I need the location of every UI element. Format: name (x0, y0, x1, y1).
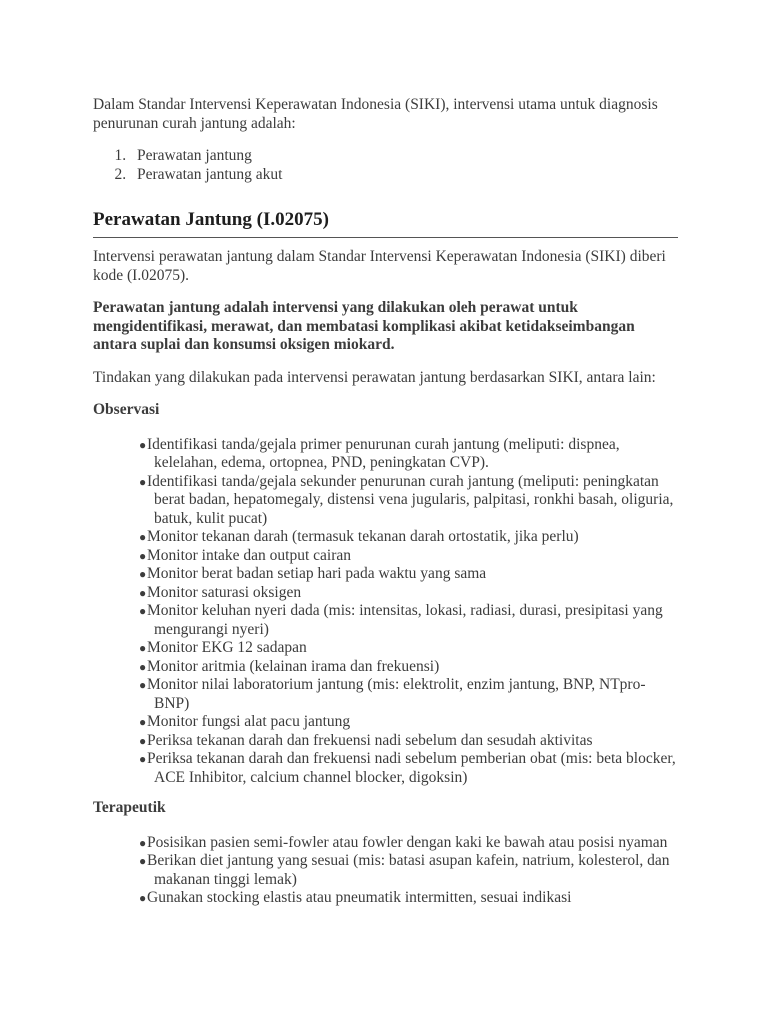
actions-paragraph: Tindakan yang dilakukan pada intervensi perawatan jantung berdasarkan SIKI, antara lain: (93, 368, 656, 386)
list-item: ●Periksa tekanan darah dan frekuensi nadi sebelum dan sesudah aktivitas (139, 731, 593, 749)
list-item: ●Monitor tekanan darah (termasuk tekanan darah ortostatik, jika perlu) (139, 528, 579, 545)
bullet-icon: ● (139, 604, 147, 618)
observasi-heading: Observasi (93, 401, 160, 418)
bullet-icon: ● (139, 548, 147, 563)
terapeutik-heading: Terapeutik (93, 799, 166, 816)
list-item: ●Identifikasi tanda/gejala primer penurunan curah jantung (meliputi: dispnea, kelelahan, edema, ortopnea, PND, peningkatan CVP). (139, 435, 620, 471)
list-item: ●Identifikasi tanda/gejala sekunder penurunan curah jantung (meliputi: peningkatan berat badan, hepatomegaly, distensi vena jugularis, palpitasi, ronkhi basah, oliguria, batuk, kulit pucat) (139, 472, 674, 527)
bullet-icon: ● (139, 474, 147, 489)
list-item: ●Posisikan pasien semi-fowler atau fowler dengan kaki ke bawah atau posisi nyaman (139, 833, 668, 851)
intro-paragraph: Dalam Standar Intervensi Keperawatan Indonesia (SIKI), intervensi utama untuk diagnosis penurunan curah jantung adalah: (93, 96, 658, 132)
bullet-icon: ● (139, 585, 147, 600)
bullet-icon: ● (139, 437, 147, 452)
bullet-icon: ● (139, 641, 147, 655)
bullet-icon: ● (139, 678, 147, 692)
list-item: ●Monitor berat badan setiap hari pada waktu yang sama (139, 565, 487, 582)
list-item: ●Monitor EKG 12 sadapan (139, 639, 307, 656)
list-item: ●Monitor aritmia (kelainan irama dan frekuensi) (139, 657, 440, 675)
list-item: ●Berikan diet jantung yang sesuai (mis: batasi asupan kafein, natrium, kolesterol, dan makanan tinggi lemak) (139, 852, 670, 888)
list-item: ●Monitor saturasi oksigen (139, 583, 302, 601)
observasi-list (93, 436, 678, 788)
code-paragraph: Intervensi perawatan jantung dalam Standar Intervensi Keperawatan Indonesia (SIKI) diberi kode (I.02075). (93, 248, 666, 284)
list-item: ●Monitor intake dan output cairan (139, 546, 352, 564)
list-item: ●Monitor keluhan nyeri dada (mis: intensitas, lokasi, radiasi, durasi, presipitasi yang mengurangi nyeri) (139, 602, 663, 638)
main-intervention-list (93, 147, 678, 184)
definition-paragraph: Perawatan jantung adalah intervensi yang dilakukan oleh perawat untuk mengidentifikasi, merawat, dan membatasi komplikasi akibat ketidakseimbangan antara suplai dan konsumsi oksigen miokard. (93, 299, 635, 353)
list-item: ●Gunakan stocking elastis atau pneumatik intermitten, sesuai indikasi (139, 889, 572, 906)
list-item: 2. Perawatan jantung akut (130, 166, 678, 185)
bullet-icon: ● (139, 530, 147, 544)
list-item: ●Periksa tekanan darah dan frekuensi nadi sebelum pemberian obat (mis: beta blocker, ACE Inhibitor, calcium channel blocker, digoksin) (139, 750, 676, 786)
bullet-icon: ● (139, 715, 147, 729)
document-page (93, 96, 678, 908)
list-item: ●Monitor nilai laboratorium jantung (mis: elektrolit, enzim jantung, BNP, NTpro-BNP) (139, 676, 646, 712)
terapeutik-list (93, 834, 678, 908)
section-title: Perawatan Jantung (I.02075) (93, 209, 678, 238)
list-item: ●Monitor fungsi alat pacu jantung (139, 713, 351, 730)
bullet-icon: ● (139, 854, 147, 868)
bullet-icon: ● (139, 567, 147, 581)
bullet-icon: ● (139, 752, 147, 766)
bullet-icon: ● (139, 891, 147, 905)
bullet-icon: ● (139, 733, 147, 748)
bullet-icon: ● (139, 659, 147, 674)
bullet-icon: ● (139, 835, 147, 850)
list-item: 1. Perawatan jantung (130, 147, 678, 166)
